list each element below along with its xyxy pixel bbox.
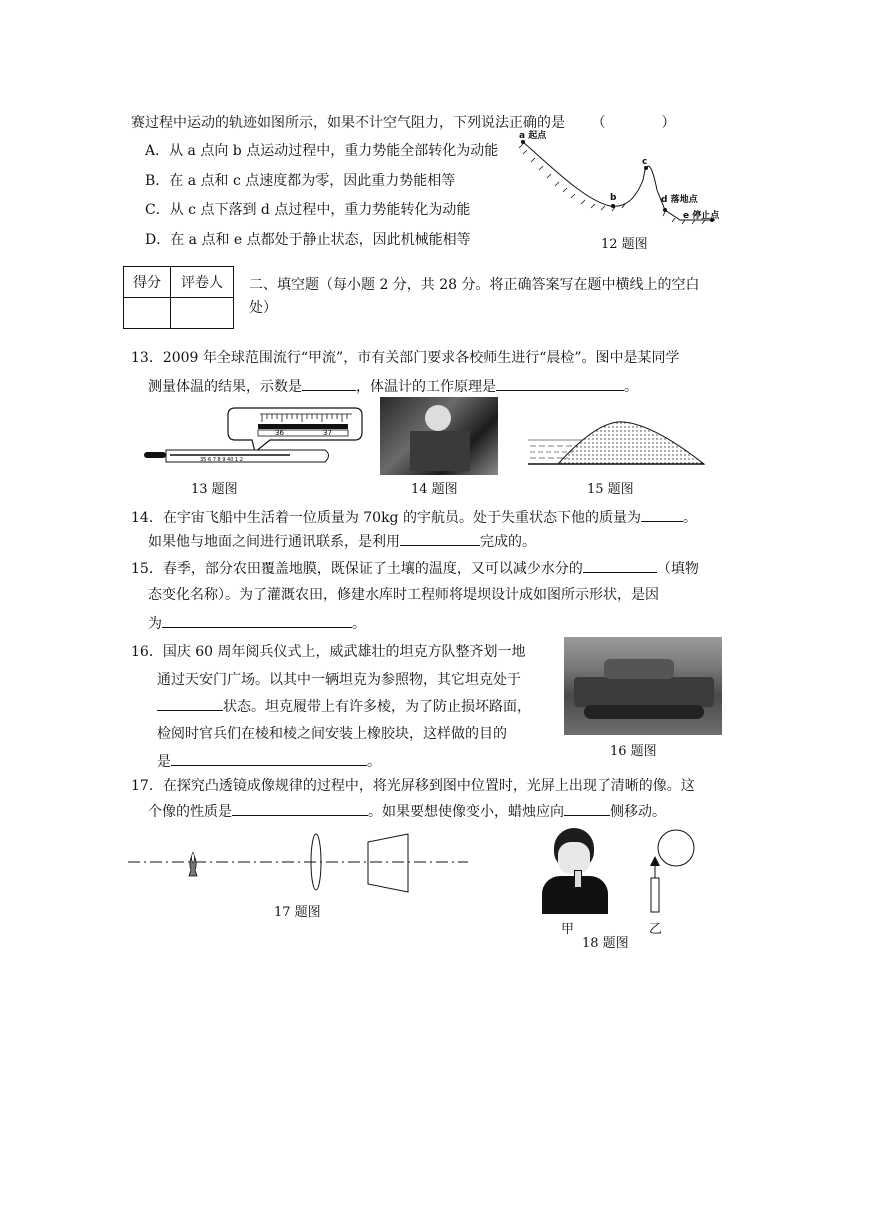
grader-cell[interactable] <box>171 298 234 329</box>
boy-photo <box>540 826 610 914</box>
section-title-cont: 处） <box>249 300 277 316</box>
q13-caption: 13 题图 <box>191 482 238 497</box>
thermo-scale: 35 6 7 8 9 40 1 2 <box>200 457 243 463</box>
thermometer-figure <box>140 400 365 470</box>
score-header: 得分 <box>124 267 171 298</box>
q14-caption: 14 题图 <box>411 482 458 497</box>
label-c: c <box>642 157 648 167</box>
light-screen <box>368 834 408 892</box>
q17-line1: 17．在探究凸透镜成像规律的过程中，将光屏移到图中位置时，光屏上出现了清晰的像。这 <box>131 778 695 794</box>
q16-blank-state[interactable] <box>157 696 223 711</box>
q15-blank-phase[interactable] <box>583 558 657 573</box>
q14-blank-mass[interactable] <box>641 507 683 522</box>
label-yi: 乙 <box>649 922 663 937</box>
tank-photo <box>564 637 722 735</box>
thermo-label-37: 37 <box>323 429 332 437</box>
q16-line4: 检阅时官兵们在棱和棱之间安装上橡胶块，这样做的目的 <box>157 726 507 742</box>
astronaut-photo <box>380 397 498 475</box>
score-table <box>123 266 234 329</box>
q14-line2: 如果他与地面之间进行通讯联系，是利用 完成的。 <box>148 531 536 552</box>
q15-line1: 15．春季，部分农田覆盖地膜，既保证了土壤的温度，又可以减少水分的 （填物 <box>131 558 699 579</box>
q17-blank-side[interactable] <box>564 801 610 816</box>
q15-caption: 15 题图 <box>587 482 634 497</box>
q17-line2: 个像的性质是 。如果要想使像变小，蜡烛应向 侧移动。 <box>148 801 666 822</box>
q12-trajectory-figure <box>515 130 735 230</box>
q12-option-c: C．从 c 点下落到 d 点过程中，重力势能转化为动能 <box>145 202 471 218</box>
q13-blank-principle[interactable] <box>496 376 624 391</box>
q12-caption: 12 题图 <box>601 237 648 252</box>
optics-bench-figure <box>128 830 473 900</box>
grader-header: 评卷人 <box>171 267 234 298</box>
answer-paren: （ ） <box>591 115 676 131</box>
label-b: b <box>610 193 617 203</box>
q13-line2: 测量体温的结果，示数是 ，体温计的工作原理是 。 <box>148 376 638 397</box>
candle-icon <box>189 852 197 876</box>
q15-blank-reason[interactable] <box>162 613 352 628</box>
q15-line2: 态变化名称）。为了灌溉农田，修建水库时工程师将堤坝设计成如图所示形状，是因 <box>148 587 659 603</box>
astronaut-head <box>425 405 451 431</box>
label-e: e 停止点 <box>683 211 720 221</box>
label-jia: 甲 <box>561 922 575 937</box>
reflection-figure <box>640 826 700 918</box>
q18-caption: 18 题图 <box>582 936 629 951</box>
q14-blank-medium[interactable] <box>400 531 480 546</box>
section-title: 二、填空题（每小题 2 分，共 28 分。将正确答案写在题中横线上的空白 <box>249 277 700 293</box>
q16-line3: 状态。坦克履带上有许多棱，为了防止损坏路面， <box>157 696 531 717</box>
q12-stem: 赛过程中运动的轨迹如图所示，如果不计空气阻力，下列说法正确的是 （ ） <box>131 115 676 131</box>
q16-line1: 16．国庆 60 周年阅兵仪式上，威武雄壮的坦克方队整齐划一地 <box>131 644 526 660</box>
q12-option-a: A．从 a 点向 b 点运动过程中，重力势能全部转化为动能 <box>145 143 499 159</box>
q16-line2: 通过天安门广场。以其中一辆坦克为参照物，其它坦克处于 <box>157 672 521 688</box>
q16-caption: 16 题图 <box>610 744 657 759</box>
q14-line1: 14．在宇宙飞船中生活着一位质量为 70kg 的宇航员。处于失重状态下他的质量为 。 <box>131 507 697 528</box>
label-d: d 落地点 <box>661 195 698 205</box>
q13-line1: 13．2009 年全球范围流行“甲流”，市有关部门要求各校师生进行“晨检”。图中是某同学 <box>131 350 680 366</box>
q13-blank-reading[interactable] <box>302 376 356 391</box>
thermo-label-36: 36 <box>275 429 284 437</box>
q12-option-d: D．在 a 点和 e 点都处于静止状态，因此机械能相等 <box>145 232 471 248</box>
q17-blank-image[interactable] <box>232 801 368 816</box>
dam-figure <box>528 410 706 468</box>
q12-option-b: B．在 a 点和 c 点速度都为零，因此重力势能相等 <box>145 173 456 189</box>
q16-line5: 是 。 <box>157 751 381 772</box>
q15-line3: 为 。 <box>148 613 366 634</box>
q16-blank-purpose[interactable] <box>171 751 367 766</box>
label-a: a 起点 <box>519 131 547 141</box>
score-cell[interactable] <box>124 298 171 329</box>
q17-caption: 17 题图 <box>274 905 321 920</box>
